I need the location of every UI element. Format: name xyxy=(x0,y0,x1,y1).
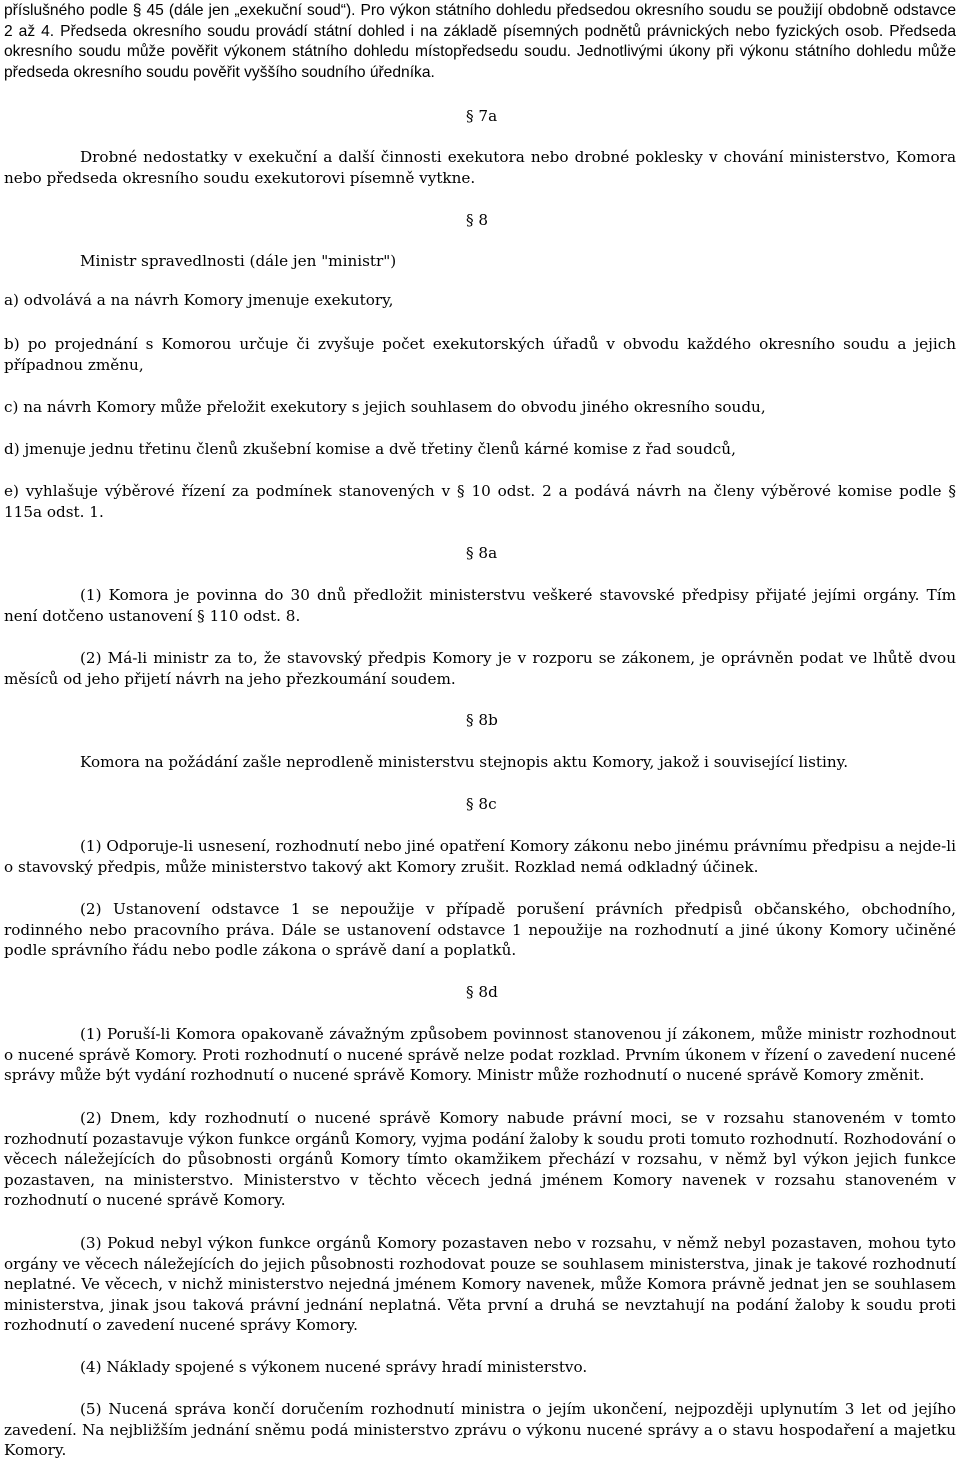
section-8-item-a: a) odvolává a na návrh Komory jmenuje exekutory, xyxy=(4,291,394,309)
section-8d-paragraph-2: (2) Dnem, kdy rozhodnutí o nucené správě Komory nabude právní moci, se v rozsahu stanoveném v tomto rozhodnutí pozastavuje výkon funkce orgánů Komory, vyjma podání žaloby k soudu proti tomuto rozhodnutí. Rozhodování o věcech náležejících do působnosti orgánů Komory tímto okamžikem přechází v rozsahu, v němž byl výkon jejich funkce pozastaven, na ministerstvo. Ministerstvo v těchto věcech jedná jménem Komory navenek v rozsahu stanoveném v rozhodnutí o nucené správě Komory. xyxy=(4,1109,956,1209)
section-8a-paragraph-1: (1) Komora je povinna do 30 dnů předložit ministerstvu veškeré stavovské předpisy přijaté jejími orgány. Tím není dotčeno ustanovení § 110 odst. 8. xyxy=(4,586,956,625)
section-8c-paragraph-2: (2) Ustanovení odstavce 1 se nepoužije v případě porušení právních předpisů občanského, obchodního, rodinného nebo pracovního práva. Dále se ustanovení odstavce 1 nepoužije na rozhodnutí a jiné úkony Komory učiněné podle správního řádu nebo podle zákona o správě daní a poplatků. xyxy=(4,900,956,959)
section-7a-paragraph: Drobné nedostatky v exekuční a další činnosti exekutora nebo drobné poklesky v chování ministerstvo, Komora nebo předseda okresního soudu exekutorovi písemně vytkne. xyxy=(4,148,956,187)
section-8d-paragraph-5: (5) Nucená správa končí doručením rozhodnutí ministra o jejím ukončení, nejpozději uplynutím 3 let od jejího zavedení. Na nejbližším jednání sněmu podá ministerstvo zprávu o výkonu nucené správy a o stavu hospodaření a majetku Komory. xyxy=(4,1400,956,1459)
section-heading-8: § 8 xyxy=(466,211,489,229)
section-8c-paragraph-1: (1) Odporuje-li usnesení, rozhodnutí nebo jiné opatření Komory zákonu nebo jinému právnímu předpisu a nejde-li o stavovský předpis, může ministerstvo takový akt Komory zrušit. Rozklad nemá odkladný účinek. xyxy=(4,837,956,876)
section-8a-paragraph-2: (2) Má-li ministr za to, že stavovský předpis Komory je v rozporu se zákonem, je oprávněn podat ve lhůtě dvou měsíců od jeho přijetí návrh na jeho přezkoumání soudem. xyxy=(4,649,956,688)
section-heading-8a: § 8a xyxy=(466,544,498,562)
section-8-item-e: e) vyhlašuje výběrové řízení za podmínek stanovených v § 10 odst. 2 a podává návrh na členy výběrové komise podle § 115a odst. 1. xyxy=(4,482,956,521)
section-8-item-d: d) jmenuje jednu třetinu členů zkušební komise a dvě třetiny členů kárné komise z řad soudců, xyxy=(4,440,736,458)
section-8b-paragraph: Komora na požádání zašle neprodleně ministerstvu stejnopis aktu Komory, jakož i související listiny. xyxy=(80,753,849,771)
intro-paragraph: příslušného podle § 45 (dále jen „exekuční soud“). Pro výkon státního dohledu předsedou okresního soudu se použijí obdobně odstavce 2 až 4. Předseda okresního soudu provádí státní dohled i na základě písemných podnětů právnických nebo fyzických osob. Předseda okresního soudu může pověřit výkonem státního dohledu místopředsedu soudu. Jednotlivými úkony při výkonu státního dohledu může předseda okresního soudu pověřit vyššího soudního úředníka. xyxy=(4,2,956,81)
section-8d-paragraph-3: (3) Pokud nebyl výkon funkce orgánů Komory pozastaven nebo v rozsahu, v němž nebyl pozastaven, mohou tyto orgány ve věcech náležejících do jejich působnosti rozhodovat pouze se souhlasem ministerstva, jinak je takové rozhodnutí neplatné. Ve věcech, v nichž ministerstvo nejedná jménem Komory navenek, může Komora právně jednat jen se souhlasem ministerstva, jinak jsou taková právní jednání neplatná. Věta první a druhá se nevztahují na podání žaloby k soudu proti rozhodnutí o zavedení nucené správy Komory. xyxy=(4,1234,956,1334)
section-heading-8c: § 8c xyxy=(466,795,497,813)
section-heading-8b: § 8b xyxy=(466,711,498,729)
section-heading-8d: § 8d xyxy=(466,983,498,1001)
section-8-intro: Ministr spravedlnosti (dále jen "ministr") xyxy=(80,252,397,270)
section-8-item-b: b) po projednání s Komorou určuje či zvyšuje počet exekutorských úřadů v obvodu každého okresního soudu a jejich případnou změnu, xyxy=(4,335,956,374)
section-heading-7a: § 7a xyxy=(466,107,498,125)
section-8d-paragraph-4: (4) Náklady spojené s výkonem nucené správy hradí ministerstvo. xyxy=(80,1358,588,1376)
section-8d-paragraph-1: (1) Poruší-li Komora opakovaně závažným způsobem povinnost stanovenou jí zákonem, může ministr rozhodnout o nucené správě Komory. Proti rozhodnutí o nucené správě nelze podat rozklad. Prvním úkonem v řízení o zavedení nucené správy může být vydání rozhodnutí o nucené správě Komory. Ministr může rozhodnutí o nucené správě Komory změnit. xyxy=(4,1025,956,1084)
section-8-item-c: c) na návrh Komory může přeložit exekutory s jejich souhlasem do obvodu jiného okresního soudu, xyxy=(4,398,766,416)
